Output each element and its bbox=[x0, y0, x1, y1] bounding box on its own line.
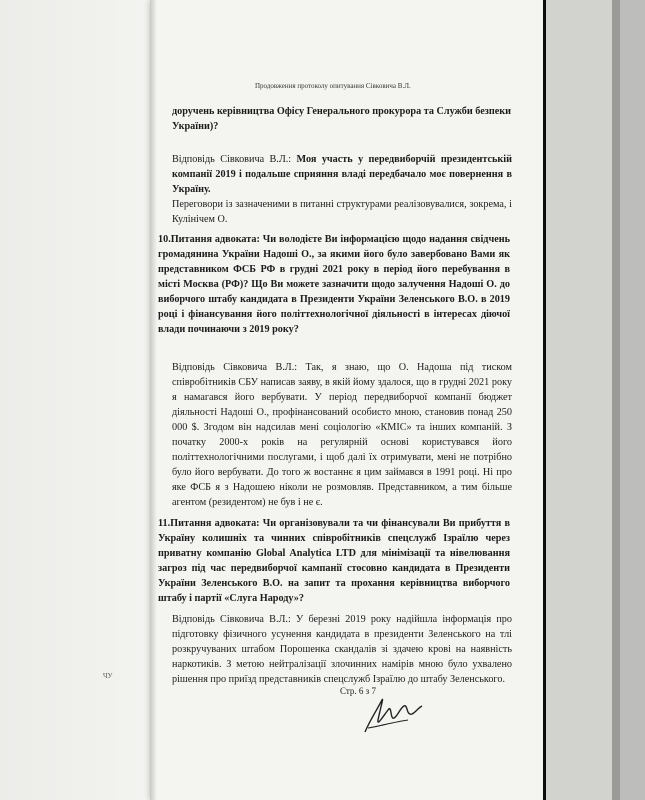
answer-11 bbox=[172, 612, 512, 687]
question-label: 10.Питання адвоката: bbox=[158, 234, 260, 245]
right-background bbox=[546, 0, 612, 800]
page-edge-right bbox=[543, 0, 546, 800]
binder-edge-outer bbox=[620, 0, 645, 800]
question-11 bbox=[158, 516, 510, 606]
page-number: Стр. 6 з 7 bbox=[340, 686, 376, 696]
question-text: Чи володієте Ви інформацією щодо надання свідчень громадянина України Надоші О., за якими його було завербовано Вами як представником ФСБ РФ в грудні 2021 року в період його перебування в місті Москва (РФ)? Що Ви можете зазначити щодо залучення Надоші О. до виборчого штабу кандидата в Президенти України Зеленського В.О. в 2019 році і фінансування його політтехнологічної діяльності в інтересах діючої влади починаючи з 2019 року? bbox=[158, 234, 510, 335]
question-continuation: доручень керівництва Офісу Генерального прокурора та Служби безпеки України)? bbox=[172, 106, 511, 132]
answer-text: Так, я знаю, що О. Надоша під тиском співробітників СБУ написав заяву, в якій йому здалося, що в грудні 2021 року я намагався його вербувати. У період передвиборчої компанії бюджет діяльності Надоші О., профінансований особисто мною, становив понад 250 000 $. Згодом він надсилав мені соціологію «КМІС» та інших компаній. З початку 2000-х років на регулярній основі користувався його політтехнологічними послугами, і щоб далі їх отримувати, мені не потрібно було його вербувати. До того ж востаннє я цим займався в 1991 році. Ні про яке ФСБ я з Надошею ніколи не розмовляв. Представником, а тим більше агентом (резидентом) не був і не є. bbox=[172, 362, 513, 508]
answer-10 bbox=[172, 360, 512, 510]
answer-text-2: Переговори із зазначеними в питанні структурами реалізовувалися, зокрема, і Кулінічем О. bbox=[172, 199, 512, 225]
left-margin bbox=[0, 0, 150, 800]
answer-label: Відповідь Сівковича В.Л.: bbox=[172, 614, 291, 625]
answer-text: У березні 2019 року надійшла інформація про підготовку фізичного усунення кандидата в президенти Зеленського на тлі розкручуваних штабом Порошенка скандалів зі здачею крові на наявність наркотиків. З метою нейтралізації злочинних намірів мною було ухвалено рішення про приїзд представників спецслужб Ізраїлю до штабу Зеленського. bbox=[172, 614, 512, 685]
margin-mark: ЧУ bbox=[103, 672, 113, 680]
question-label: 11.Питання адвоката: bbox=[158, 518, 260, 529]
answer-label: Відповідь Сівковича В.Л.: bbox=[172, 154, 292, 165]
question-text: Чи організовували та чи фінансували Ви прибуття в Україну колишніх та чинних співробітників спецслужб Ізраїлю через приватну компанію Global Analytica LTD для мінімізації та нівелювання загроз під час передвиборчої кампанії стосовно кандидата в Президенти України Зеленського В.О. на запит та прохання керівництва виборчого штабу і партії «Слуга Народу»? bbox=[158, 518, 511, 604]
page-header: Продовження протоколу опитування Сівковича В.Л. bbox=[255, 82, 411, 90]
signature-icon bbox=[360, 690, 430, 740]
answer-text: Моя участь у передвиборчій президентській компанії 2019 і подальше сприяння владі передбачало моє повернення в Україну. bbox=[172, 154, 513, 195]
answer-9 bbox=[172, 152, 512, 227]
binder-edge bbox=[612, 0, 620, 800]
answer-label: Відповідь Сівковича В.Л.: bbox=[172, 362, 298, 373]
question-10 bbox=[158, 232, 510, 337]
